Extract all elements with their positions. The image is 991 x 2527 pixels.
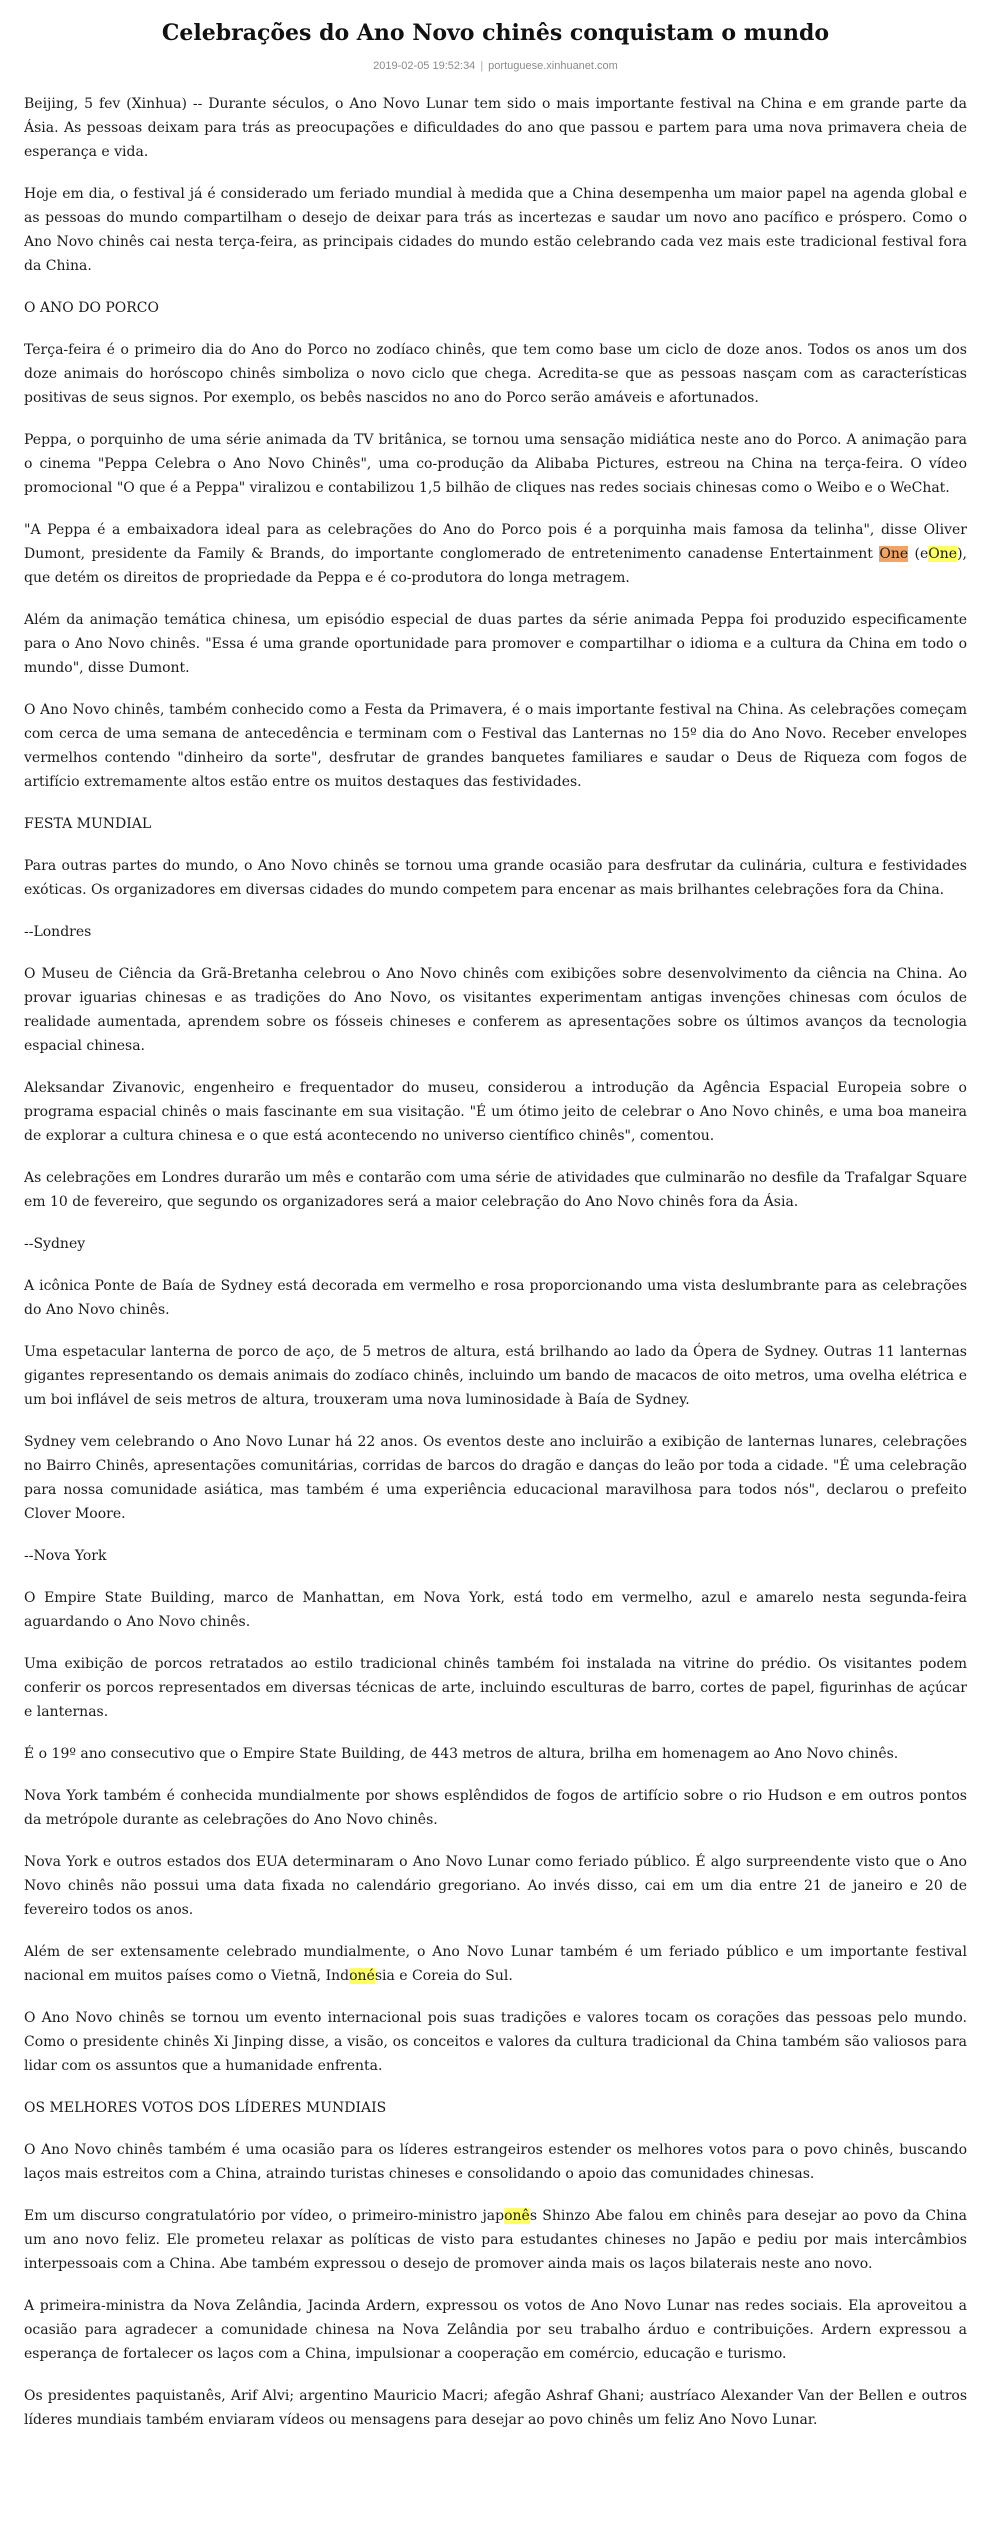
article-paragraph: O Ano Novo chinês, também conhecido como a Festa da Primavera, é o mais importante festival na China. As celebrações começam com cerca de uma semana de antecedência e terminam com o Festival das Lanternas no 15º dia do Ano Novo. Receber envelopes vermelhos contendo "dinheiro da sorte", desfrutar de grandes banquetes familiares e saudar o Deus de Riqueza com fogos de artifício extremamente altos estão entre os muitos destaques das festividades.	[24, 702, 967, 790]
meta-separator: |	[480, 60, 484, 72]
article-paragraph: "A Peppa é a embaixadora ideal para as celebrações do Ano do Porco pois é a porquinha mais famosa da telinha", disse Oliver Dumont, presidente da Family & Brands, do importante conglomerado de entretenimento canadense Entertainment One (eOne), que detém os direitos de propriedade da Peppa e é co-produtora do longa metragem.	[24, 522, 967, 586]
article-paragraph: Além de ser extensamente celebrado mundialmente, o Ano Novo Lunar também é um feriado público e um importante festival nacional em muitos países como o Vietnã, Indonésia e Coreia do Sul.	[24, 1944, 967, 1984]
article-paragraph: Uma exibição de porcos retratados ao estilo tradicional chinês também foi instalada na vitrine do prédio. Os visitantes podem conferir os porcos representados em diversas técnicas de arte, incluindo esculturas de barro, cortes de papel, figurinhas de açúcar e lanternas.	[24, 1656, 967, 1720]
article-body	[24, 92, 967, 2432]
article-paragraph: O Ano Novo chinês também é uma ocasião para os líderes estrangeiros estender os melhores votos para o povo chinês, buscando laços mais estreitos com a China, atraindo turistas chineses e consolidando o apoio das comunidades chinesas.	[24, 2142, 967, 2182]
section-heading: --Nova York	[24, 1548, 107, 1564]
article-paragraph: Aleksandar Zivanovic, engenheiro e frequentador do museu, considerou a introdução da Agência Espacial Europeia sobre o programa espacial chinês o mais fascinante em sua visitação. "É um ótimo jeito de celebrar o Ano Novo chinês, e uma boa maneira de explorar a cultura chinesa e o que está acontecendo no universo científico chinês", comentou.	[24, 1080, 967, 1144]
article-title: Celebrações do Ano Novo chinês conquistam o mundo	[161, 20, 830, 46]
section-heading: --Sydney	[24, 1236, 86, 1252]
article-paragraph: Os presidentes paquistanês, Arif Alvi; argentino Mauricio Macri; afegão Ashraf Ghani; austríaco Alexander Van der Bellen e outros líderes mundiais também enviaram vídeos ou mensagens para desejar ao povo chinês um feliz Ano Novo Lunar.	[24, 2388, 967, 2428]
article-paragraph: Para outras partes do mundo, o Ano Novo chinês se tornou uma grande ocasião para desfrutar da culinária, cultura e festividades exóticas. Os organizadores em diversas cidades do mundo competem para encenar as mais brilhantes celebrações fora da China.	[24, 858, 967, 898]
article-paragraph: Em um discurso congratulatório por vídeo, o primeiro-ministro japonês Shinzo Abe falou em chinês para desejar ao povo da China um ano novo feliz. Ele prometeu relaxar as políticas de visto para estudantes chineses no Japão e pediu por mais intercâmbios interpessoais com a China. Abe também expressou o desejo de promover ainda mais os laços bilaterais neste ano novo.	[24, 2208, 967, 2272]
article-paragraph: Nova York e outros estados dos EUA determinaram o Ano Novo Lunar como feriado público. É algo surpreendente visto que o Ano Novo chinês não possui uma data fixada no calendário gregoriano. Ao invés disso, cai em um dia entre 21 de janeiro e 20 de fevereiro todos os anos.	[24, 1854, 967, 1918]
article-paragraph: A icônica Ponte de Baía de Sydney está decorada em vermelho e rosa proporcionando uma vista deslumbrante para as celebrações do Ano Novo chinês.	[24, 1278, 967, 1318]
section-heading: O ANO DO PORCO	[24, 300, 159, 316]
article-paragraph: Além da animação temática chinesa, um episódio especial de duas partes da série animada Peppa foi produzido especificamente para o Ano Novo chinês. "Essa é uma grande oportunidade para promover e compartilhar o idioma e a cultura da China em todo o mundo", disse Dumont.	[24, 612, 967, 676]
article-paragraph: As celebrações em Londres durarão um mês e contarão com uma série de atividades que culminarão no desfile da Trafalgar Square em 10 de fevereiro, que segundo os organizadores será a maior celebração do Ano Novo chinês fora da Ásia.	[24, 1170, 967, 1210]
article-meta	[24, 58, 967, 74]
article-paragraph: Uma espetacular lanterna de porco de aço, de 5 metros de altura, está brilhando ao lado da Ópera de Sydney. Outras 11 lanternas gigantes representando os demais animais do zodíaco chinês, incluindo um bando de macacos de oito metros, uma ovelha elétrica e um boi inflável de seis metros de altura, trouxeram uma nova luminosidade à Baía de Sydney.	[24, 1344, 967, 1408]
article-paragraph: O Museu de Ciência da Grã-Bretanha celebrou o Ano Novo chinês com exibições sobre desenvolvimento da ciência na China. Ao provar iguarias chinesas e as tradições do Ano Novo, os visitantes experimentam antigas invenções chinesas com óculos de realidade aumentada, aprendem sobre os fósseis chineses e conferem as apresentações sobre os últimos avanços da tecnologia espacial chinesa.	[24, 966, 967, 1054]
search-highlight: One	[879, 546, 909, 562]
article-paragraph: Nova York também é conhecida mundialmente por shows esplêndidos de fogos de artifício sobre o rio Hudson e em outros pontos da metrópole durante as celebrações do Ano Novo chinês.	[24, 1788, 967, 1828]
article-paragraph: O Ano Novo chinês se tornou um evento internacional pois suas tradições e valores tocam os corações das pessoas pelo mundo. Como o presidente chinês Xi Jinping disse, a visão, os conceitos e valores da cultura tradicional da China também são valiosos para lidar com os assuntos que a humanidade enfrenta.	[24, 2010, 967, 2074]
article-paragraph: Peppa, o porquinho de uma série animada da TV britânica, se tornou uma sensação midiática neste ano do Porco. A animação para o cinema "Peppa Celebra o Ano Novo Chinês", uma co-produção da Alibaba Pictures, estreou na China na terça-feira. O vídeo promocional "O que é a Peppa" viralizou e contabilizou 1,5 bilhão de cliques nas redes sociais chinesas como o Weibo e o WeChat.	[24, 432, 967, 496]
article-paragraph: A primeira-ministra da Nova Zelândia, Jacinda Ardern, expressou os votos de Ano Novo Lunar nas redes sociais. Ela aproveitou a ocasião para agradecer a comunidade chinesa na Nova Zelândia por seu trabalho árduo e contribuições. Ardern expressou a esperança de fortalecer os laços com a China, impulsionar a cooperação em comércio, educação e turismo.	[24, 2298, 967, 2362]
search-highlight: oné	[349, 1968, 375, 1984]
article-paragraph: Terça-feira é o primeiro dia do Ano do Porco no zodíaco chinês, que tem como base um ciclo de doze anos. Todos os anos um dos doze animais do horóscopo chinês simboliza o novo ciclo que chega. Acredita-se que as pessoas nasçam com as características positivas de seus signos. Por exemplo, os bebês nascidos no ano do Porco serão amáveis e afortunados.	[24, 342, 967, 406]
search-highlight: onê	[504, 2208, 530, 2224]
search-highlight: One	[928, 546, 958, 562]
section-heading: OS MELHORES VOTOS DOS LÍDERES MUNDIAIS	[24, 2100, 387, 2116]
section-heading: FESTA MUNDIAL	[24, 816, 152, 832]
article-paragraph: Hoje em dia, o festival já é considerado um feriado mundial à medida que a China desempenha um maior papel na agenda global e as pessoas do mundo compartilham o desejo de deixar para trás as incertezas e saudar um novo ano pacífico e próspero. Como o Ano Novo chinês cai nesta terça-feira, as principais cidades do mundo estão celebrando cada vez mais este tradicional festival fora da China.	[24, 186, 967, 274]
article-paragraph: Sydney vem celebrando o Ano Novo Lunar há 22 anos. Os eventos deste ano incluirão a exibição de lanternas lunares, celebrações no Bairro Chinês, apresentações comunitárias, corridas de barcos do dragão e danças do leão por toda a cidade. "É uma celebração para nossa comunidade asiática, mas também é uma experiência educacional maravilhosa para todos nós", declarou o prefeito Clover Moore.	[24, 1434, 967, 1522]
article-timestamp: 2019-02-05 19:52:34	[373, 60, 476, 72]
article-source: portuguese.xinhuanet.com	[488, 60, 618, 72]
section-heading: --Londres	[24, 924, 92, 940]
article-paragraph: O Empire State Building, marco de Manhattan, em Nova York, está todo em vermelho, azul e amarelo nesta segunda-feira aguardando o Ano Novo chinês.	[24, 1590, 967, 1630]
article-paragraph: Beijing, 5 fev (Xinhua) -- Durante séculos, o Ano Novo Lunar tem sido o mais importante festival na China e em grande parte da Ásia. As pessoas deixam para trás as preocupações e dificuldades do ano que passou e partem para uma nova primavera cheia de esperança e vida.	[24, 96, 967, 160]
article-paragraph: É o 19º ano consecutivo que o Empire State Building, de 443 metros de altura, brilha em homenagem ao Ano Novo chinês.	[24, 1746, 899, 1762]
